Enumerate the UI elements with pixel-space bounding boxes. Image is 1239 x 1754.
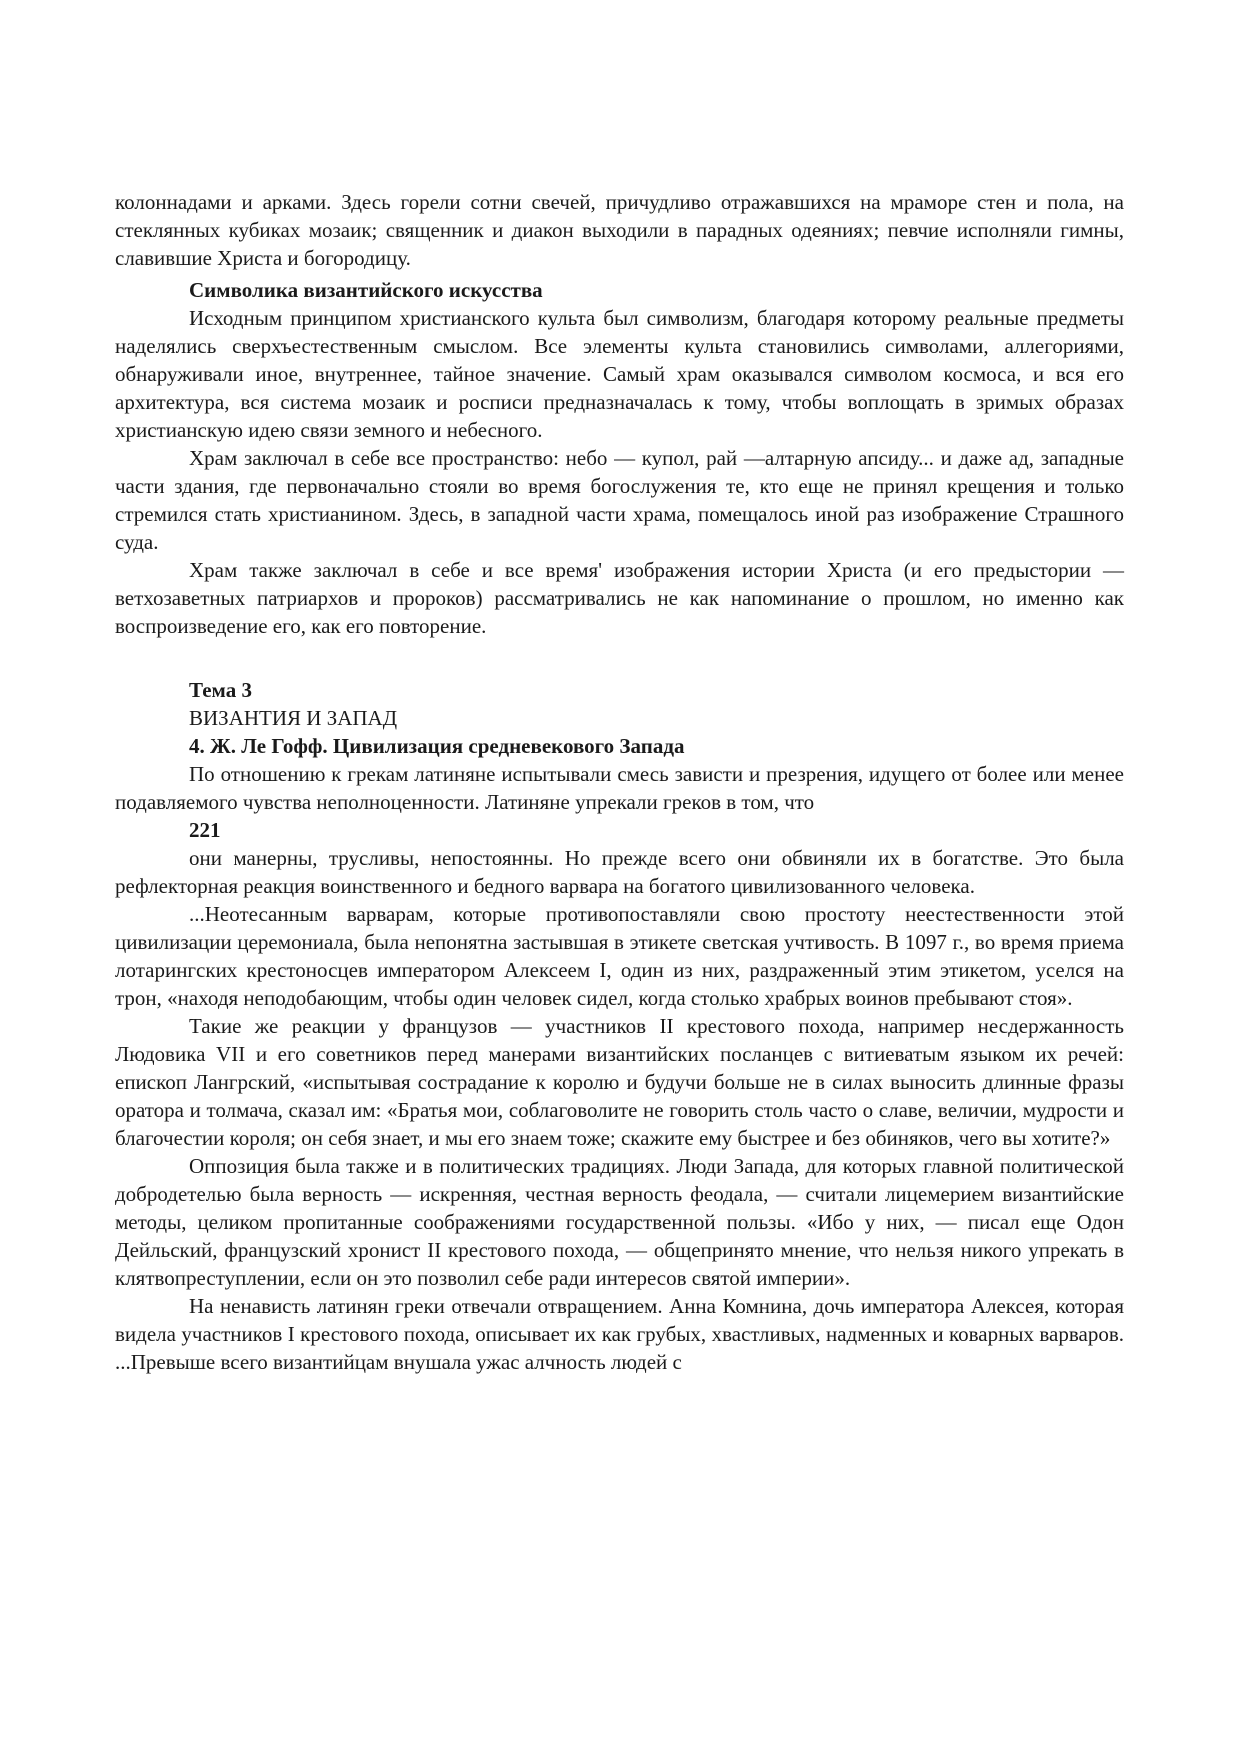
paragraph: На ненависть латинян греки отвечали отвращением. Анна Комнина, дочь императора Алексея, которая видела участников I крестового похода, описывает их как грубых, хвастливых, надменных и коварных варваров. ...Превыше всего византийцам внушала ужас алчность людей с [115, 1294, 1124, 1374]
section-spacer [115, 640, 1124, 676]
paragraph: ...Неотесанным варварам, которые противопоставляли свою простоту неестественности этой цивилизации церемониала, была непонятна застывшая в этикете светская учтивость. В 1097 г., во время приема лотарингских крестоносцев императором Алексеем I, один из них, раздраженный этим этикетом, уселся на трон, «находя неподобающим, чтобы один человек сидел, когда столько храбрых воинов пребывают стоя». [115, 902, 1124, 1010]
paragraph: они манерны, трусливы, непостоянны. Но прежде всего они обвиняли их в богатстве. Это была рефлекторная реакция воинственного и бедного варвара на богатого цивилизованного человека. [115, 846, 1124, 898]
paragraph: Оппозиция была также и в политических традициях. Люди Запада, для которых главной политической добродетелью была верность — искренняя, честная верность феодала, — считали лицемерием византийские методы, целиком пропитанные соображениями государственной пользы. «Ибо у них, — писал еще Одон Дейльский, французский хронист II крестового похода, — общепринято мнение, что нельзя никого упрекать в клятвопреступлении, если он это позволил себе ради интересов святой империи». [115, 1154, 1124, 1290]
paragraph-continuation: колоннадами и арками. Здесь горели сотни свечей, причудливо отражавшихся на мраморе стен и пола, на стеклянных кубиках мозаик; священник и диакон выходили в парадных одеяниях; певчие исполняли гимны, славившие Христа и богородицу. [115, 190, 1124, 270]
section-heading: Символика византийского искусства [189, 278, 543, 302]
paragraph: Такие же реакции у французов — участников II крестового похода, например несдержанность Людовика VII и его советников перед манерами византийских посланцев с витиеватым языком их речей: епископ Лангрский, «испытывая сострадание к королю и будучи больше не в силах выносить длинные фразы оратора и толмача, сказал им: «Братья мои, соблаговолите не говорить столь часто о славе, величии, мудрости и благочестии короля; он себя знает, и мы его знаем тоже; скажите ему быстрее и без обиняков, чего вы хотите?» [115, 1014, 1124, 1150]
paragraph: По отношению к грекам латиняне испытывали смесь зависти и презрения, идущего от более или менее подавляемого чувства неполноценности. Латиняне упрекали греков в том, что [115, 762, 1124, 814]
paragraph: Храм заключал в себе все пространство: небо — купол, рай —алтарную апсиду... и даже ад, западные части здания, где первоначально стояли во время богослужения те, кто еще не принял крещения и только стремился стать христианином. Здесь, в западной части храма, помещалось иной раз изображение Страшного суда. [115, 446, 1124, 554]
topic-label: Тема 3 [189, 678, 252, 702]
paragraph: Храм также заключал в себе и все время' изображения истории Христа (и его предыстории — ветхозаветных патриархов и пророков) рассматривались не как напоминание о прошлом, но именно как воспроизведение его, как его повторение. [115, 558, 1124, 638]
source-heading: 4. Ж. Ле Гофф. Цивилизация средневекового Запада [189, 734, 685, 758]
topic-title: ВИЗАНТИЯ И ЗАПАД [189, 706, 398, 730]
document-page [115, 188, 1124, 1376]
page-number: 221 [189, 818, 221, 842]
paragraph: Исходным принципом христианского культа был символизм, благодаря которому реальные предметы наделялись сверхъестественным смыслом. Все элементы культа становились символами, аллегориями, обнаруживали иное, внутреннее, тайное значение. Самый храм оказывался символом космоса, и вся его архитектура, вся система мозаик и росписи предназначалась к тому, чтобы воплощать в зримых образах христианскую идею связи земного и небесного. [115, 306, 1124, 442]
